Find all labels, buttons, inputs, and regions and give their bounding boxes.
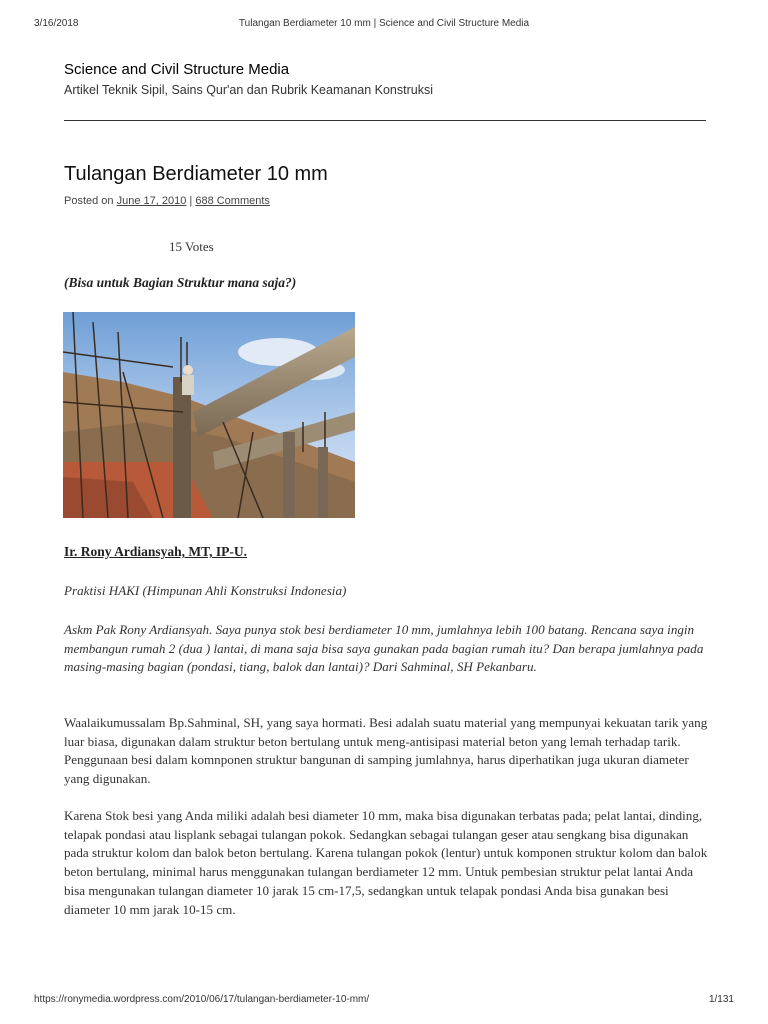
print-url: https://ronymedia.wordpress.com/2010/06/17/tulangan-berdiameter-10-mm/ bbox=[34, 994, 370, 1005]
print-footer bbox=[34, 994, 734, 1008]
print-header bbox=[34, 18, 734, 32]
construction-photo bbox=[63, 312, 355, 518]
posted-on-label: Posted on bbox=[64, 195, 114, 207]
post-date-link[interactable]: June 17, 2010 bbox=[116, 195, 187, 207]
post-title[interactable]: Tulangan Berdiameter 10 mm bbox=[64, 163, 328, 185]
print-page-number: 1/131 bbox=[708, 994, 734, 1005]
site-title[interactable]: Science and Civil Structure Media bbox=[64, 61, 290, 78]
print-page-title: Tulangan Berdiameter 10 mm | Science and Civil Structure Media bbox=[238, 18, 530, 29]
site-description: Artikel Teknik Sipil, Sains Qur'an dan Rubrik Keamanan Konstruksi bbox=[64, 83, 434, 97]
author-name: Ir. Rony Ardiansyah, MT, IP-U. bbox=[64, 544, 248, 559]
answer-paragraph-1: Waalaikumussalam Bp.Sahminal, SH, yang saya hormati. Besi adalah suatu material yang mempunyai kekuatan tarik yang luar biasa, digunakan dalam struktur beton bertulang untuk meng-antisipasi material beton yang lemah terhadap tarik. Penggunaan besi dalam komnponen struktur bangunan di samping jumlahnya, harus diperhatikan juga ukuran diameter yang digunakan. bbox=[64, 715, 708, 787]
author-role: Praktisi HAKI (Himpunan Ahli Konstruksi Indonesia) bbox=[64, 583, 347, 598]
print-date: 3/16/2018 bbox=[34, 18, 79, 29]
reader-question: Askm Pak Rony Ardiansyah. Saya punya stok besi berdiameter 10 mm, jumlahnya lebih 100 batang. Rencana saya ingin membangun rumah 2 (dua ) lantai, di mana saja bisa saya gunakan pada bagian rumah itu? Dan berapa jumlahnya pada masing-masing bagian (pondasi, tiang, balok dan lantai)? Dari Sahminal, SH Pekanbaru. bbox=[64, 622, 704, 675]
comments-link[interactable]: 688 Comments bbox=[195, 195, 270, 207]
meta-separator: | bbox=[189, 195, 193, 207]
votes-count: 15 Votes bbox=[169, 239, 214, 254]
post-subtitle: (Bisa untuk Bagian Struktur mana saja?) bbox=[64, 275, 297, 290]
answer-paragraph-2: Karena Stok besi yang Anda miliki adalah besi diameter 10 mm, maka bisa digunakan terbatas pada; pelat lantai, dinding, telapak pondasi atau lisplank sebagai tulangan pokok. Sedangkan sebagai tulangan geser atau sengkang bisa digunakan pada struktur kolom dan balok beton bertulang. Karena tulangan pokok (lentur) untuk komponen struktur kolom dan balok beton bertulang, minimal harus menggunakan tulangan berdiameter 12 mm. Untuk pembesian struktur pelat lantai Anda bisa mengunakan tulangan diameter 10 jarak 15 cm-17,5, sedangkan untuk telapak pondasi Anda bisa gunakan besi diameter 10 mm jarak 10-15 cm. bbox=[64, 808, 708, 917]
header-divider bbox=[64, 120, 706, 121]
post-meta bbox=[64, 195, 270, 207]
